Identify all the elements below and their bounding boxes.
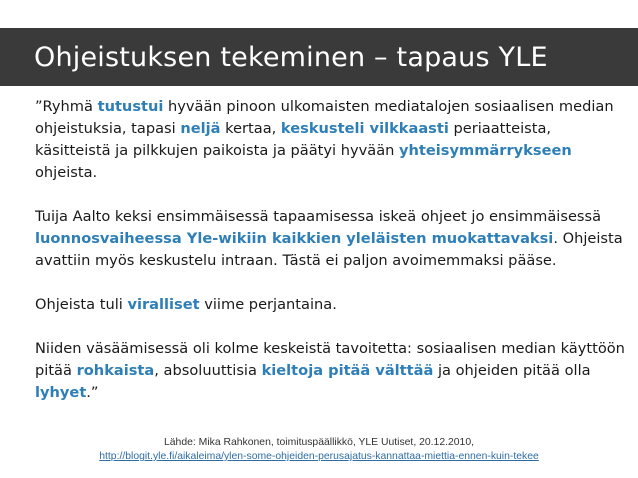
paragraph-2 xyxy=(35,206,625,272)
highlighted-phrase: keskusteli vilkkaasti xyxy=(280,120,449,137)
paragraph-4 xyxy=(35,338,625,404)
text-run: viime perjantaina. xyxy=(199,296,337,313)
text-run: periaatteista, käsitteistä ja pilkkujen paikoista ja päätyi hyvään xyxy=(35,120,552,159)
highlighted-phrase: neljä xyxy=(180,120,221,137)
text-run: . Ohjeista avattiin myös keskustelu intraan. Tästä ei paljon avoimemmaksi pääse. xyxy=(35,230,623,269)
source-line: Lähde: Mika Rahkonen, toimituspäällikkö, YLE Uutiset, 20.12.2010, xyxy=(164,437,474,448)
highlighted-phrase: yhteisymmärrykseen xyxy=(399,142,572,159)
title-bar xyxy=(0,28,638,86)
paragraph-1 xyxy=(35,96,625,184)
highlighted-phrase: lyhyet xyxy=(35,384,87,401)
text-run: Ohjeista tuli xyxy=(35,296,128,313)
highlighted-phrase: luonnosvaiheessa Yle-wikiin kaikkien yleläisten muokattavaksi xyxy=(35,230,554,247)
paragraph-3 xyxy=(35,294,625,316)
slide-body xyxy=(35,96,625,426)
source-citation xyxy=(0,436,638,464)
source-link[interactable]: http://blogit.yle.fi/aikaleima/ylen-some-ohjeiden-perusajatus-kannattaa-miettia-ennen-kuin-tekee xyxy=(99,451,539,462)
text-run: kertaa, xyxy=(220,120,281,137)
text-run: ”Ryhmä xyxy=(35,98,98,115)
highlighted-phrase: tutustui xyxy=(97,98,164,115)
highlighted-phrase: viralliset xyxy=(127,296,200,313)
text-run: ohjeista. xyxy=(35,164,98,181)
text-run: , absoluuttisia xyxy=(154,362,262,379)
text-run: .” xyxy=(86,384,99,401)
slide-title: Ohjeistuksen tekeminen – tapaus YLE xyxy=(34,41,548,73)
text-run: ja ohjeiden pitää olla xyxy=(433,362,591,379)
highlighted-phrase: kieltoja pitää välttää xyxy=(261,362,434,379)
text-run: Niiden väsäämisessä oli kolme keskeistä tavoitetta: sosiaalisen median käyttöön pitää xyxy=(35,340,625,379)
highlighted-phrase: rohkaista xyxy=(76,362,155,379)
text-run: hyvään pinoon ulkomaisten mediatalojen sosiaalisen median ohjeistuksia, tapasi xyxy=(35,98,614,137)
text-run: Tuija Aalto keksi ensimmäisessä tapaamisessa iskeä ohjeet jo ensimmäisessä xyxy=(35,208,602,225)
